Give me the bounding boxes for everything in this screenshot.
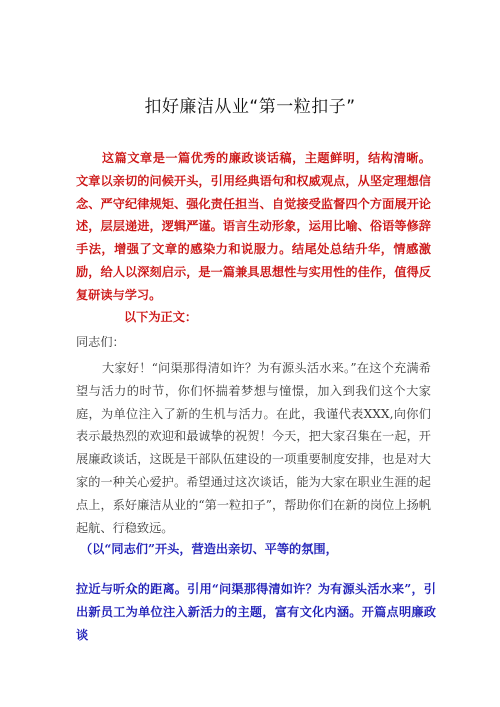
intro-line: 以下为正文： xyxy=(124,310,198,324)
document-title: 扣好廉洁从业“第一粒扣子” xyxy=(144,97,356,117)
annotation-paragraph: 拉近与听众的距离。引用“问渠那得清如许？为有源头活水来”，引出新员工为单位注入新活力的主题，富有文化内涵。开篇点明廉政谈 xyxy=(76,582,436,642)
summary-paragraph: 这篇文章是一篇优秀的廉政谈话稿，主题鲜明，结构清晰。文章以亲切的问候开头，引用经典语句和权威观点，从坚定理想信念、严守纪律规矩、强化责任担当、自觉接受监督四个方面展开论述，层层递进，逻辑严谨。语言生动形象，运用比喻、俗语等修辞手法，增强了文章的感染力和说服力。结尾处总结升华，情感激励，给人以深刻启示，是一篇兼具思想性与实用性的佳作，值得反复研读与学习。 xyxy=(76,151,431,302)
greeting: 同志们： xyxy=(76,335,125,349)
annotation-line: （以“同志们”开头，营造出亲切、平等的氛围， xyxy=(80,542,338,556)
body-paragraph: 大家好！“问渠那得清如许？为有源头活水来。”在这个充满希望与活力的时节，你们怀揣着梦想与憧憬，加入到我们这个大家庭，为单位注入了新的生机与活力。在此，我谨代表XXX,向你们表示最热烈的欢迎和最诚挚的祝贺！今天，把大家召集在一起，开展廉政谈话，这既是干部队伍建设的一项重要制度安排，也是对大家的一种关心爱护。希望通过这次谈话，能为大家在职业生涯的起点上，系好廉洁从业的“第一粒扣子”，帮助你们在新的岗位上扬帆起航、行稳致远。 xyxy=(76,361,431,535)
